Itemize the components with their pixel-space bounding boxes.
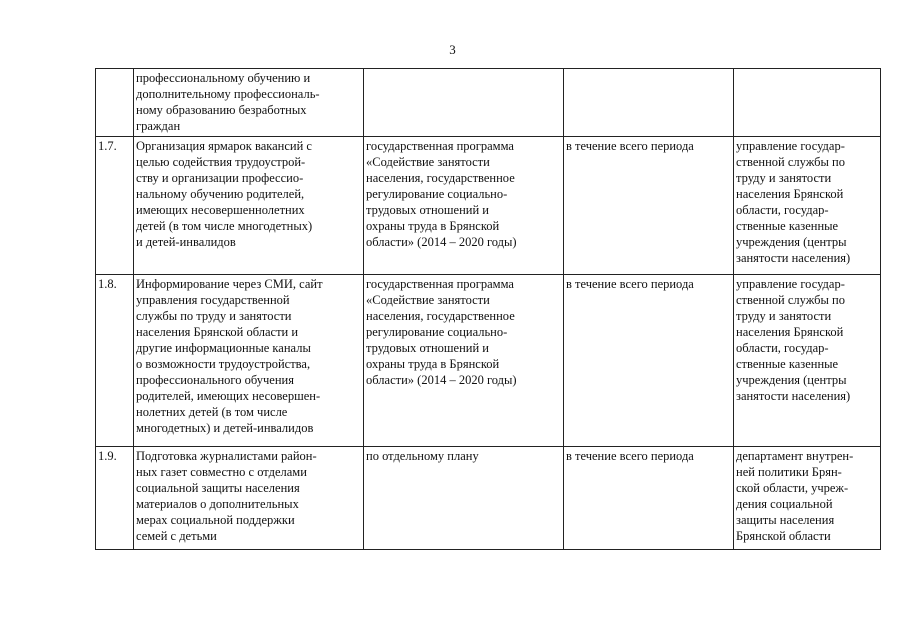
- row-number-cell: [96, 69, 134, 137]
- program-text: по отдельному плану: [366, 449, 479, 463]
- executor-cell: [734, 137, 881, 275]
- measure-cell: [134, 447, 364, 550]
- page-number: 3: [449, 42, 456, 57]
- term-cell: [564, 275, 734, 447]
- measure-text: профессиональному обучению и дополнительному профессиональ- ному образованию безработных граждан: [136, 71, 320, 133]
- program-text: государственная программа «Содействие занятости населения, государственное регулирование социально- трудовых отношений и охраны труда в Брянской области» (2014 – 2020 годы): [366, 139, 517, 249]
- executor-text: управление государ- ственной службы по труду и занятости населения Брянской области, государ- ственные казенные учреждения (центры занятости населения): [736, 277, 851, 403]
- measures-table: [95, 68, 881, 550]
- measure-cell: [134, 275, 364, 447]
- executor-text: управление государ- ственной службы по труду и занятости населения Брянской области, государ- ственные казенные учреждения (центры занятости населения): [736, 139, 851, 265]
- measure-cell: [134, 69, 364, 137]
- term-text: в течение всего периода: [566, 449, 694, 463]
- row-number: 1.9.: [98, 449, 117, 463]
- executor-cell: [734, 447, 881, 550]
- program-cell: [364, 69, 564, 137]
- executor-cell: [734, 69, 881, 137]
- measure-text: Подготовка журналистами район- ных газет совместно с отделами социальной защиты населения материалов о дополнительных мерах социальной поддержки семей с детьми: [136, 449, 317, 543]
- row-number-cell: [96, 447, 134, 550]
- measure-text: Организация ярмарок вакансий с целью содействия трудоустрой- ству и организации профессио- нальному обучению родителей, имеющих несовершеннолетних детей (в том числе многодетных) и детей-инвалидов: [136, 139, 313, 249]
- row-number: 1.8.: [98, 277, 117, 291]
- program-cell: [364, 447, 564, 550]
- term-cell: [564, 69, 734, 137]
- term-cell: [564, 447, 734, 550]
- program-text: государственная программа «Содействие занятости населения, государственное регулирование социально- трудовых отношений и охраны труда в Брянской области» (2014 – 2020 годы): [366, 277, 517, 387]
- row-number-cell: [96, 137, 134, 275]
- measure-cell: [134, 137, 364, 275]
- table-row: [96, 69, 881, 137]
- program-cell: [364, 137, 564, 275]
- table-row: [96, 137, 881, 275]
- program-cell: [364, 275, 564, 447]
- measure-text: Информирование через СМИ, сайт управления государственной службы по труду и занятости населения Брянской области и другие информационные каналы о возможности трудоустройства, профессионального обучения родителей, имеющих несовершен- нолетних детей (в том числе многодетных) и детей-инвалидов: [136, 277, 323, 435]
- term-cell: [564, 137, 734, 275]
- term-text: в течение всего периода: [566, 139, 694, 153]
- row-number: 1.7.: [98, 139, 117, 153]
- executor-cell: [734, 275, 881, 447]
- table-row: [96, 447, 881, 550]
- row-number-cell: [96, 275, 134, 447]
- executor-text: департамент внутрен- ней политики Брян- ской области, учреж- дения социальной защиты населения Брянской области: [736, 449, 854, 543]
- table-row: [96, 275, 881, 447]
- term-text: в течение всего периода: [566, 277, 694, 291]
